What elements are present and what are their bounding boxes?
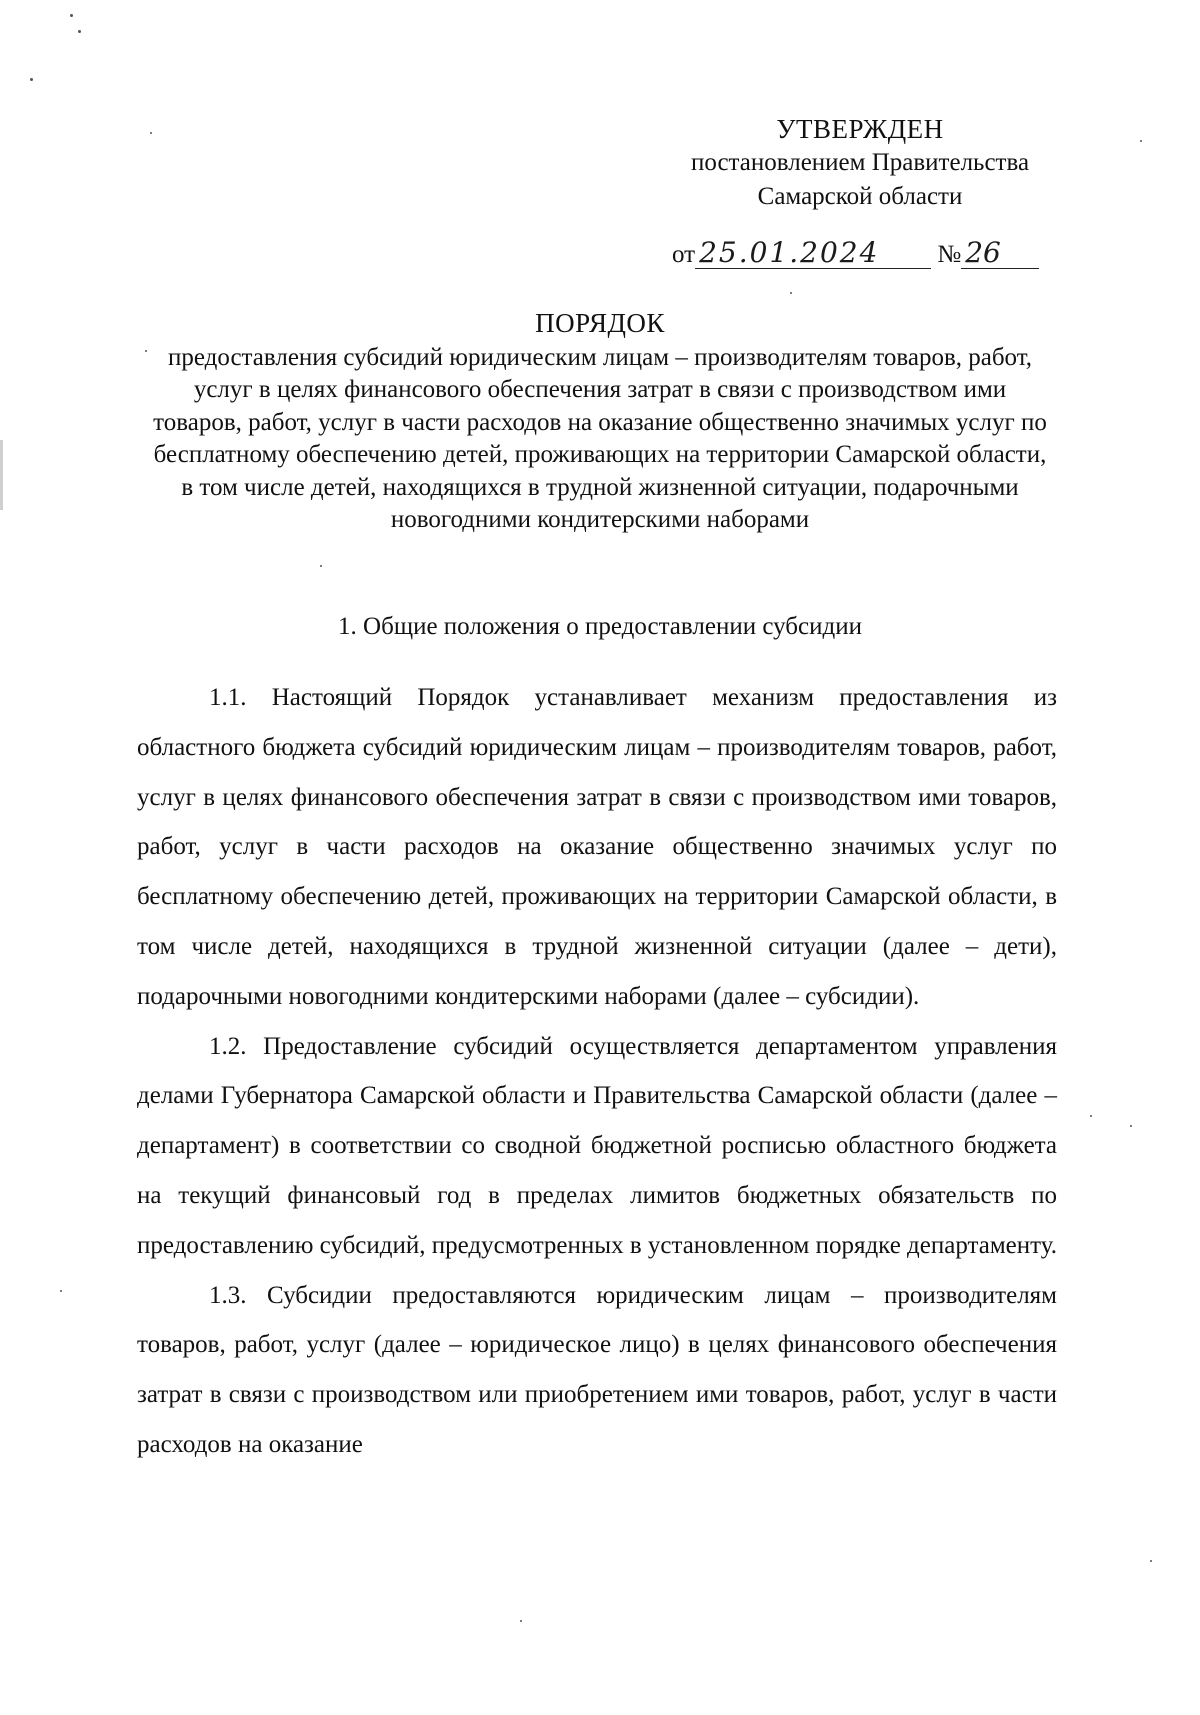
scan-speck <box>1150 1560 1152 1562</box>
scan-speck <box>520 1620 522 1622</box>
section-heading: 1. Общие положения о предоставлении субсидии <box>338 613 862 640</box>
date-prefix: от <box>672 241 696 268</box>
scan-edge-mark <box>0 440 3 510</box>
scan-speck <box>78 30 81 33</box>
scan-speck <box>145 350 147 352</box>
approval-title: УТВЕРЖДЕН <box>776 114 944 144</box>
document-body <box>137 673 1057 1470</box>
scan-speck <box>70 14 73 17</box>
approval-line-2: Самарской области <box>757 183 963 210</box>
number-prefix: № <box>937 241 962 268</box>
scan-speck <box>1090 1115 1092 1117</box>
handwritten-number: 26 <box>961 238 1039 269</box>
paragraph-1-3: 1.3. Субсидии предоставляются юридическим лицам – производителям товаров, работ, услуг (далее – юридическое лицо) в целях финансового обеспечения затрат в связи с производством или приобретением ими товаров, работ, услуг в части расходов на оказание <box>137 1281 1057 1458</box>
scan-speck <box>1140 140 1142 142</box>
scan-speck <box>30 78 33 81</box>
scan-speck <box>60 1290 62 1292</box>
scan-speck <box>320 565 322 567</box>
approval-line-1: постановлением Правительства <box>690 149 1030 176</box>
handwritten-date: 25.01.2024 <box>695 238 931 269</box>
scan-speck <box>150 132 152 134</box>
paragraph-1-2: 1.2. Предоставление субсидий осуществляется департаментом управления делами Губернатора Самарской области и Правительства Самарской области (далее – департамент) в соответствии со сводной бюджетной росписью областного бюджета на текущий финансовый год в пределах лимитов бюджетных обязательств по предоставлению субсидий, предусмотренных в установленном порядке департаменту. <box>137 1032 1057 1259</box>
approval-block <box>660 112 1060 214</box>
paragraph-1-1: 1.1. Настоящий Порядок устанавливает механизм предоставления из областного бюджета субсидий юридическим лицам – производителям товаров, работ, услуг в целях финансового обеспечения затрат в связи с производством ими товаров, работ, услуг в части расходов на оказание общественно значимых услуг по бесплатному обеспечению детей, проживающих на территории Самарской области, в том числе детей, находящихся в трудной жизненной ситуации (далее – дети), подарочными новогодними кондитерскими наборами (далее – субсидии). <box>137 684 1057 1010</box>
document-title: ПОРЯДОК <box>535 308 665 338</box>
document-subtitle: предоставления субсидий юридическим лицам – производителям товаров, работ, услуг в целях финансового обеспечения затрат в связи с производством ими товаров, работ, услуг в части расходов на оказание общественно значимых услуг по бесплатному обеспечению детей, проживающих на территории Самарской области, в том числе детей, находящихся в трудной жизненной ситуации, подарочными новогодними кондитерскими наборами <box>153 344 1047 534</box>
scan-speck <box>790 292 792 294</box>
scan-speck <box>1130 1125 1132 1127</box>
approval-date-line <box>672 238 1072 272</box>
